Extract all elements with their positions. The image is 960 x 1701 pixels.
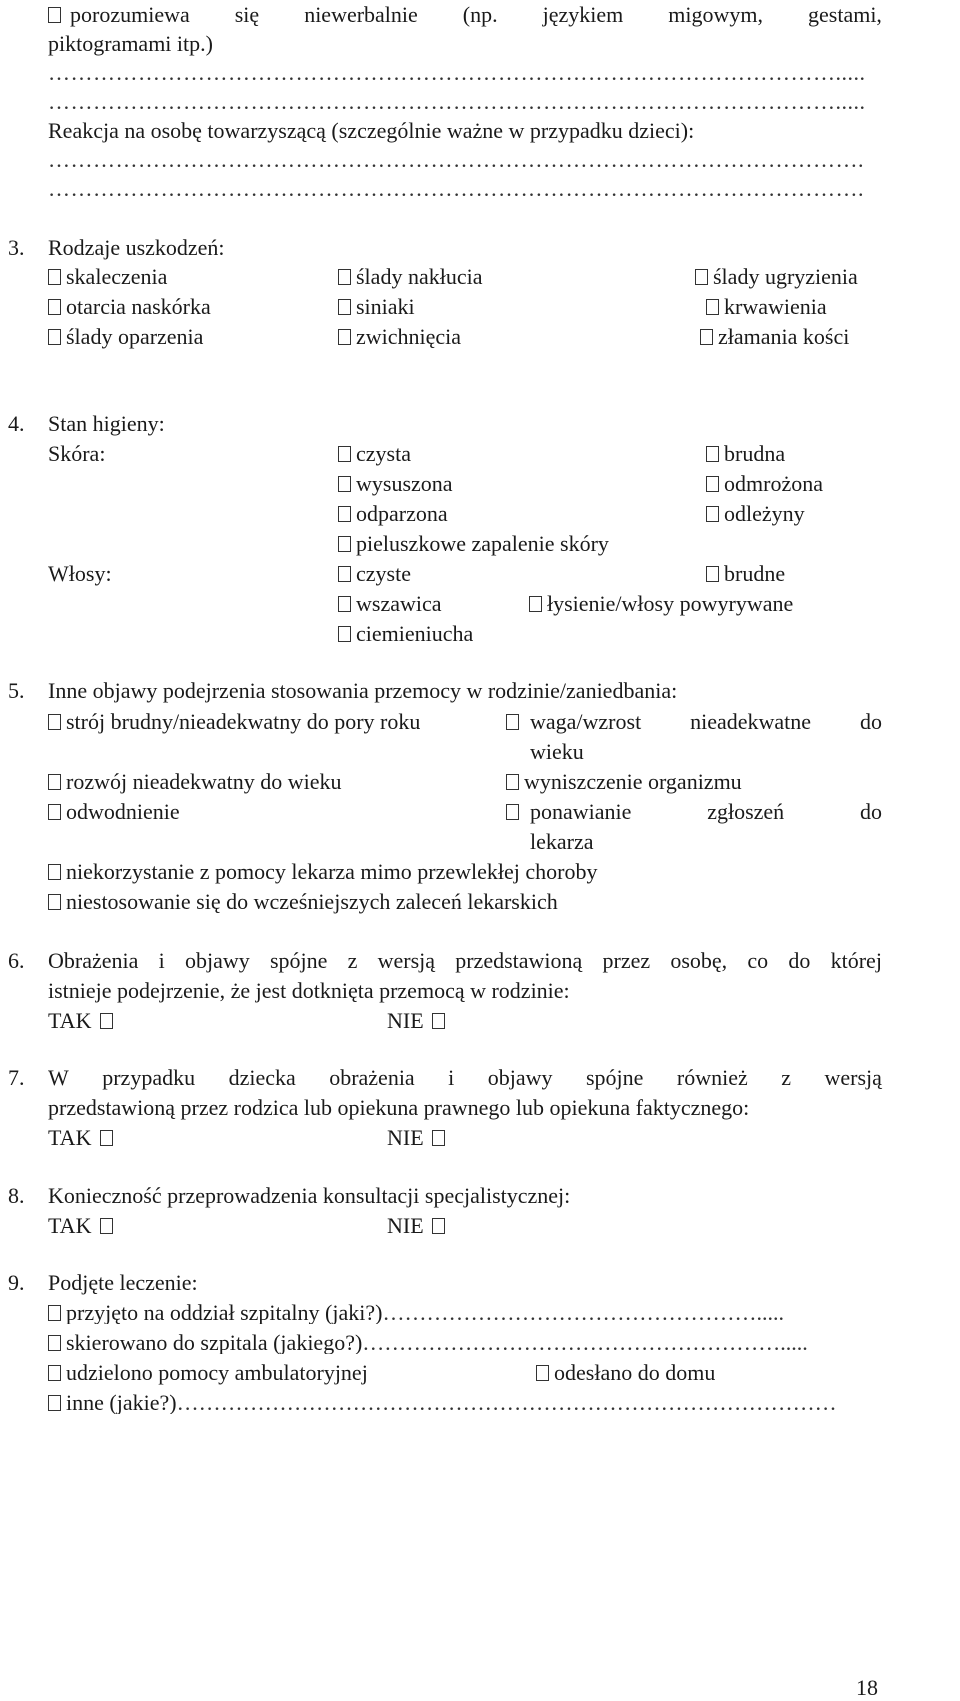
repeat-reports-cont: lekarza xyxy=(530,829,594,854)
word: spójne xyxy=(269,948,328,973)
checkbox-icon xyxy=(48,1365,61,1381)
word: migowym, xyxy=(668,2,763,27)
section-title-cont: przedstawioną przez rodzica lub opiekuna prawnego lub opiekuna faktycznego: xyxy=(48,1095,750,1120)
checkbox-icon xyxy=(700,329,713,345)
word: z xyxy=(781,1065,792,1090)
checkbox-item[interactable]: złamania kości xyxy=(700,326,849,348)
checkbox-icon xyxy=(506,804,519,820)
skin-label: Skóra: xyxy=(48,441,106,466)
checkbox-item[interactable]: skaleczenia xyxy=(48,266,167,288)
checkbox-item[interactable]: odesłano do domu xyxy=(536,1362,715,1384)
no-option[interactable]: NIE xyxy=(387,1127,450,1149)
checkbox-icon xyxy=(48,774,61,790)
checkbox-item[interactable]: wyniszczenie organizmu xyxy=(506,771,742,793)
checkbox-item[interactable]: czyste xyxy=(338,563,411,585)
no-option[interactable]: NIE xyxy=(387,1215,450,1237)
checkbox[interactable] xyxy=(48,4,66,26)
word: Obrażenia xyxy=(48,948,139,973)
checkbox-icon xyxy=(338,299,351,315)
section-number: 4. xyxy=(8,411,25,436)
word: i xyxy=(448,1065,455,1090)
checkbox-icon xyxy=(48,329,61,345)
word: waga/wzrost xyxy=(530,709,642,734)
checkbox-item[interactable]: ślady ugryzienia xyxy=(695,266,858,288)
word: przypadku xyxy=(102,1065,196,1090)
checkbox-item[interactable]: ślady nakłucia xyxy=(338,266,482,288)
checkbox-item[interactable]: odmrożona xyxy=(706,473,823,495)
checkbox-icon xyxy=(48,1395,61,1411)
word: spójne xyxy=(586,1065,644,1090)
word: się xyxy=(234,2,260,27)
checkbox-icon xyxy=(706,476,719,492)
checkbox-item[interactable]: brudna xyxy=(706,443,785,465)
checkbox-item[interactable]: niekorzystanie z pomocy lekarza mimo przewlekłej choroby xyxy=(48,861,597,883)
section-number: 3. xyxy=(8,235,25,260)
checkbox-icon xyxy=(338,329,351,345)
checkbox-item[interactable]: zwichnięcia xyxy=(338,326,461,348)
word: i xyxy=(158,948,165,973)
section-number: 6. xyxy=(8,948,25,973)
section-number: 5. xyxy=(8,678,25,703)
checkbox-item[interactable]: inne (jakie?)……………………………………………………………………………… xyxy=(48,1392,882,1414)
checkbox-icon xyxy=(100,1130,113,1146)
word: W xyxy=(48,1065,69,1090)
checkbox-icon xyxy=(338,536,351,552)
checkbox-icon xyxy=(338,476,351,492)
checkbox-icon xyxy=(506,774,519,790)
checkbox-item[interactable]: rozwój nieadekwatny do wieku xyxy=(48,771,342,793)
checkbox-item[interactable]: krwawienia xyxy=(706,296,827,318)
checkbox-icon xyxy=(432,1130,445,1146)
checkbox-icon xyxy=(100,1218,113,1234)
checkbox-icon xyxy=(338,566,351,582)
checkbox-item[interactable]: odleżyny xyxy=(706,503,805,525)
word: również xyxy=(676,1065,748,1090)
checkbox-item[interactable]: strój brudny/nieadekwatny do pory roku xyxy=(48,711,420,733)
checkbox-item[interactable]: odparzona xyxy=(338,503,448,525)
word: obrażenia xyxy=(329,1065,415,1090)
checkbox[interactable] xyxy=(506,801,524,823)
word: gestami, xyxy=(808,2,882,27)
checkbox[interactable] xyxy=(506,711,524,733)
checkbox-icon xyxy=(48,1335,61,1351)
checkbox-icon xyxy=(506,714,519,730)
checkbox-icon xyxy=(338,446,351,462)
checkbox-icon xyxy=(529,596,542,612)
word: do xyxy=(860,709,882,734)
checkbox-item[interactable]: skierowano do szpitala (jakiego?)…………………………………………………..... xyxy=(48,1332,882,1354)
checkbox-icon xyxy=(706,506,719,522)
checkbox-item[interactable]: wszawica xyxy=(338,593,442,615)
yes-option[interactable]: TAK xyxy=(48,1127,118,1149)
yes-option[interactable]: TAK xyxy=(48,1215,118,1237)
checkbox-icon xyxy=(338,269,351,285)
section-number: 9. xyxy=(8,1270,25,1295)
section-title: Podjęte leczenie: xyxy=(48,1270,198,1295)
word: objawy xyxy=(487,1065,553,1090)
word: której xyxy=(830,948,882,973)
checkbox-icon xyxy=(48,269,61,285)
yes-option[interactable]: TAK xyxy=(48,1010,118,1032)
fill-line[interactable]: ………………………………………………………………………………………………. xyxy=(48,149,864,171)
section-title: Rodzaje uszkodzeń: xyxy=(48,235,225,260)
checkbox-icon xyxy=(706,566,719,582)
checkbox-icon xyxy=(432,1218,445,1234)
checkbox-item[interactable]: otarcia naskórka xyxy=(48,296,211,318)
word: do xyxy=(788,948,811,973)
no-option[interactable]: NIE xyxy=(387,1010,450,1032)
hair-label: Włosy: xyxy=(48,561,112,586)
word: dziecka xyxy=(228,1065,296,1090)
checkbox-icon xyxy=(48,864,61,880)
section-title-line xyxy=(48,950,882,972)
checkbox-icon xyxy=(48,894,61,910)
nonverbal-communication-line xyxy=(70,4,882,26)
word: objawy xyxy=(184,948,250,973)
checkbox-icon xyxy=(338,506,351,522)
checkbox-item[interactable]: odwodnienie xyxy=(48,801,180,823)
checkbox-icon xyxy=(48,299,61,315)
checkbox-icon xyxy=(48,7,61,23)
checkbox-item[interactable]: przyjęto na oddział szpitalny (jaki?)……………………………………………..... xyxy=(48,1302,882,1324)
weight-height-cont: wieku xyxy=(530,739,584,764)
word: do xyxy=(860,799,882,824)
checkbox-icon xyxy=(338,626,351,642)
word: nieadekwatne xyxy=(690,709,812,734)
word: przedstawioną xyxy=(455,948,583,973)
word: wersją xyxy=(377,948,436,973)
checkbox-item[interactable]: ślady oparzenia xyxy=(48,326,203,348)
page-number: 18 xyxy=(856,1675,878,1700)
section-title: Stan higieny: xyxy=(48,411,165,436)
word: językiem xyxy=(542,2,624,27)
fill-line[interactable]: ……………………………………………………………………………… xyxy=(176,1392,837,1414)
checkbox-item[interactable]: brudne xyxy=(706,563,785,585)
fill-line[interactable]: ………………………………………………………………………………………………. xyxy=(48,178,864,200)
checkbox-item[interactable]: łysienie/włosy powyrywane xyxy=(529,593,793,615)
word: (np. xyxy=(462,2,498,27)
checkbox-item[interactable]: pieluszkowe zapalenie skóry xyxy=(338,533,609,555)
word: osobę, xyxy=(670,948,728,973)
section-number: 8. xyxy=(8,1183,25,1208)
section-title: Konieczność przeprowadzenia konsultacji specjalistycznej: xyxy=(48,1183,571,1208)
section-title-cont: istnieje podejrzenie, że jest dotknięta przemocą w rodzinie: xyxy=(48,978,570,1003)
word: przez xyxy=(602,948,651,973)
checkbox-icon xyxy=(536,1365,549,1381)
fill-line[interactable]: ……………………………………………..... xyxy=(382,1302,784,1324)
checkbox-icon xyxy=(48,1305,61,1321)
section-number: 7. xyxy=(8,1065,25,1090)
companion-reaction-label: Reakcja na osobę towarzyszącą (szczególnie ważne w przypadku dzieci): xyxy=(48,118,695,143)
word: porozumiewa xyxy=(70,2,190,27)
word: co xyxy=(747,948,769,973)
section-title: Inne objawy podejrzenia stosowania przemocy w rodzinie/zaniedbania: xyxy=(48,678,678,703)
checkbox-item[interactable]: udzielono pomocy ambulatoryjnej xyxy=(48,1362,368,1384)
checkbox-icon xyxy=(706,446,719,462)
checkbox-icon xyxy=(706,299,719,315)
word: niewerbalnie xyxy=(304,2,418,27)
word: wersją xyxy=(824,1065,882,1090)
fill-line[interactable]: …………………………………………………..... xyxy=(362,1332,808,1354)
checkbox-icon xyxy=(432,1013,445,1029)
repeat-reports-line xyxy=(530,801,882,823)
word: ponawianie xyxy=(530,799,632,824)
checkbox-item[interactable]: ciemieniucha xyxy=(338,623,473,645)
checkbox-item[interactable]: czysta xyxy=(338,443,411,465)
nonverbal-communication-cont: piktogramami itp.) xyxy=(48,31,213,56)
checkbox-icon xyxy=(48,804,61,820)
word: zgłoszeń xyxy=(707,799,785,824)
fill-line[interactable]: ……………………………………………………………………………………………..... xyxy=(48,91,866,113)
word: z xyxy=(347,948,358,973)
checkbox-item[interactable]: siniaki xyxy=(338,296,415,318)
checkbox-icon xyxy=(338,596,351,612)
weight-height-line xyxy=(530,711,882,733)
checkbox-icon xyxy=(100,1013,113,1029)
section-title-line xyxy=(48,1067,882,1089)
checkbox-icon xyxy=(48,714,61,730)
checkbox-item[interactable]: niestosowanie się do wcześniejszych zaleceń lekarskich xyxy=(48,891,558,913)
checkbox-item[interactable]: wysuszona xyxy=(338,473,453,495)
checkbox-icon xyxy=(695,269,708,285)
fill-line[interactable]: ……………………………………………………………………………………………..... xyxy=(48,62,866,84)
